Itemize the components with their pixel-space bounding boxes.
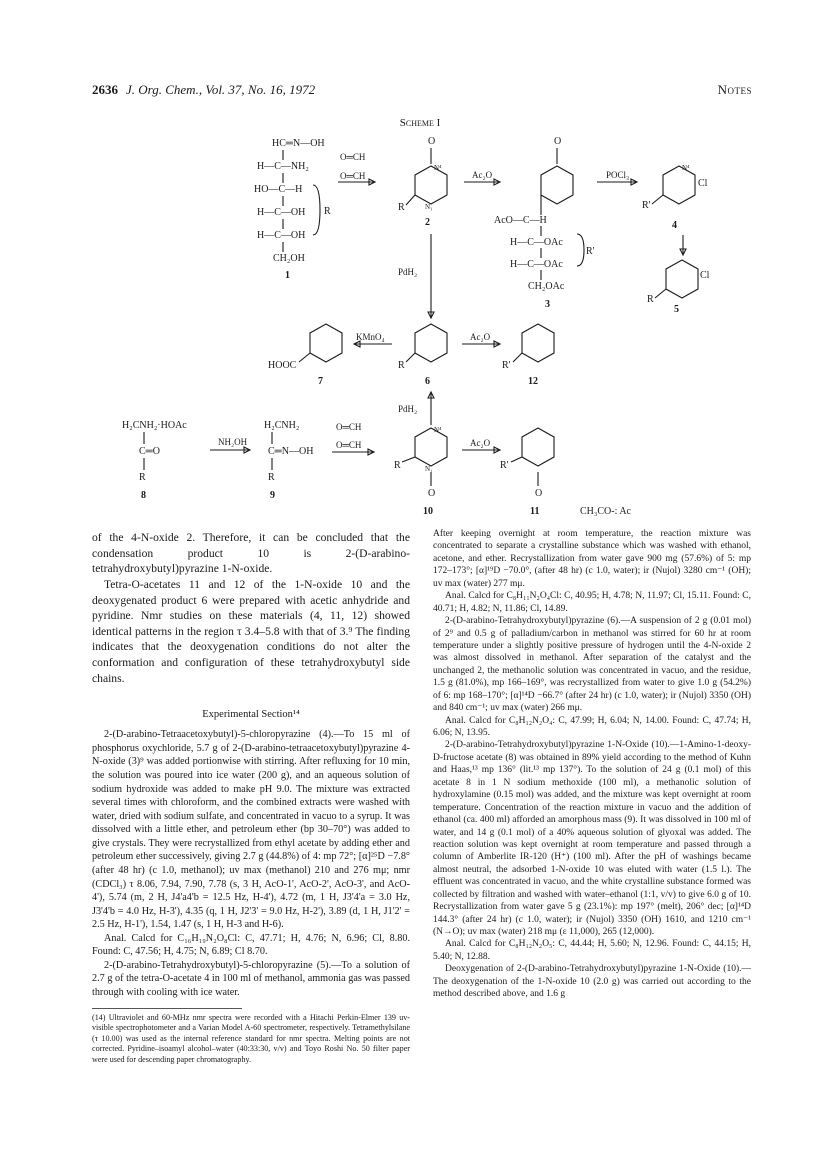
svg-text:O: O [428, 488, 436, 499]
label-compound-11: 11 [530, 506, 540, 517]
compound-11-structure [500, 428, 554, 517]
experimental-section-title: Experimental Section¹⁴ [202, 709, 300, 721]
svg-text:H₂CNH₂: H₂CNH₂ [264, 420, 300, 431]
svg-text:R: R [268, 472, 275, 483]
exp-paragraph-5: Anal. Calcd for C₈H₁₁N₂O₄Cl: C, 40.95; H, 4.78; N, 11.97; Cl, 15.11. Found: C, 40.71; H, 4.82; N, 11.86; Cl, 14.89. [433, 591, 751, 614]
exp-paragraph-10: Deoxygenation of 2-(D-arabino-Tetrahydroxybutyl)pyrazine 1-N-Oxide (10).—The deoxygenation of the 1-N-oxide 10 (2.0 g) was carried out according to the method described above, and 1.6 g [433, 964, 751, 1000]
exp-paragraph-6: 2-(D-arabino-Tetrahydroxybutyl)pyrazine (6).—A suspension of 2 g (0.01 mol) of 2⁹ and 0.5 g of palladium/carbon in methanol was stirred for 60 hr at room temperature under a slightly positive pressure of hydrogen until the 4-N-oxide 2 was almost dissolved in methanol. After separation of the catalyst and the unchanged 2, the methanolic solution was concentrated in vacuo, and the residue, 1.5 g (81.0%), mp 166–169°, was recrystallized from water to give 1.0 g (54.2%) of 6: mp 168–170°; [α]¹⁴D −66.7° (after 24 hr) (c 1.0, water); ir (Nujol) 3350 (OH) and 840 cm⁻¹; uv max (water) 266 mμ. [433, 616, 751, 714]
exp-paragraph-2: Anal. Calcd for C₁₆H₁₉N₂O₈Cl: C, 47.71; H, 4.76; N, 6.96; Cl, 8.80. Found: C, 47.56; H, 4.75; N, 6.89; Cl 8.70. [92, 932, 410, 958]
label-compound-10: 10 [423, 506, 433, 517]
label-compound-5: 5 [674, 304, 679, 315]
svg-text:AcO—C—H: AcO—C—H [494, 215, 547, 226]
reagent-glyoxal-top: O═CH [340, 152, 366, 162]
svg-text:CH₂OAc: CH₂OAc [528, 281, 565, 292]
svg-text:Cl: Cl [698, 178, 708, 189]
label-compound-12: 12 [528, 376, 538, 387]
svg-text:HC═N—OH: HC═N—OH [272, 138, 325, 149]
svg-text:R: R [324, 206, 331, 217]
scheme-footnote: CH₃CO-: Ac [580, 506, 631, 517]
exp-paragraph-9: Anal. Calcd for C₈H₁₂N₂O₅: C, 44.44; H, 5.60; N, 12.96. Found: C, 44.15; H, 5.40; N, 12.88. [433, 939, 751, 962]
svg-text:R': R' [642, 200, 651, 211]
label-compound-1: 1 [285, 270, 290, 281]
reaction-scheme [92, 110, 752, 520]
label-compound-3: 3 [545, 299, 550, 310]
svg-text:R': R' [586, 246, 595, 257]
compound-1-structure [254, 138, 331, 281]
discussion-text [92, 530, 410, 686]
svg-text:N⁴: N⁴ [434, 164, 442, 172]
exp-paragraph-1: 2-(D-arabino-Tetraacetoxybutyl)-5-chloropyrazine (4).—To 15 ml of phosphorus oxychloride, 5.7 g of 2-(D-arabino-tetraacetoxybutyl)pyrazine 4-N-oxide (3)⁹ was added portionwise with stirring. After refluxing for 10 min, the solution was poured into ice water (200 g), and an aqueous solution of sodium hydroxide was added to make pH 9.0. The mixture was extracted several times with chloroform, and the combined extracts were washed with water, dried with sodium sulfate, and concentrated in vacuo to a syrup. It was dissolved with a little ether, and petroleum ether (bp 30–70°) was added to give crystals. They were recrystallized from ethyl acetate by adding ether and petroleum ether successively, giving 2.7 g (44.8%) of 4: mp 72°; [α]²⁵D −7.8° (after 48 hr) (c 1.0, methanol); uv max (methanol) 210 and 276 mμ; nmr (CDCl₃) τ 8.06, 7.94, 7.90, 7.78 (s, 3 H, AcO-1', AcO-2', AcO-3', and AcO-4'), 5.74 (m, 2 H, J4'a4'b = 12.5 Hz, H-4'), 4.72 (m, 1 H, J3'4'a = 3.0 Hz, J3'4'b = 4.0 Hz, H-3'), 4.35 (q, 1 H, J2'3' = 9.0 Hz, H-2'), 3.89 (d, 1 H, J1'2' = 2.5 Hz, H-1'), 1.54, 1.47 (s, 1 H, H-3 and H-6). [92, 729, 410, 931]
compound-10-structure [394, 426, 447, 517]
exp-paragraph-4: After keeping overnight at room temperature, the reaction mixture was concentrated to separate a crystalline substance which was washed with ethanol, acetone, and ether. Recrystallization from water gave 900 mg (57.6%) of 5: mp 172–173°; [α]¹⁹D −70.0°, (after 48 hr) (c 1.0, water); ir (Nujol) 3280 cm⁻¹ (OH); uv max (water) 277 mμ. [433, 529, 751, 589]
compound-6-structure [398, 324, 447, 387]
intro-paragraph-1: of the 4-N-oxide 2. Therefore, it can be concluded that the condensation product 10 is 2-(D-arabino-tetrahydroxybutyl)pyrazine 1-N-oxide. [92, 531, 410, 576]
footnote-14: (14) Ultraviolet and 60-MHz nmr spectra were recorded with a Hitachi Perkin-Elmer 139 uv-visible spectrophotometer and a Varian Model A-60 spectrometer, respectively. Tetramethylsilane (τ 10.00) was used as the internal reference standard for nmr spectra. Melting points are not corrected. Pyridine–isoamyl alcohol–water (40:33:30, v/v) and Toyo Roshi No. 50 filter paper were used for descending paper chromatography. [92, 1012, 410, 1064]
svg-text:Cl: Cl [700, 270, 710, 281]
section-name: Notes [717, 82, 752, 97]
journal-name: J. Org. Chem., Vol. 37, No. 16, 1972 [126, 82, 316, 97]
compound-9-structure [264, 420, 313, 501]
reagent-glyoxal-bot: O═CH [340, 171, 366, 181]
reagent-pdh2-b: PdH₂ [398, 404, 418, 414]
svg-text:R': R' [502, 360, 511, 371]
label-compound-8: 8 [141, 490, 146, 501]
reagent-pocl3: POCl₃ [606, 170, 630, 180]
svg-text:C═N—OH: C═N—OH [268, 446, 314, 457]
exp-paragraph-8: 2-(D-arabino-Tetrahydroxybutyl)pyrazine 1-N-Oxide (10).—1-Amino-1-deoxy-D-fructose acetate (8) was obtained in 89% yield according to the method of Kuhn and Haas,¹³ mp 136° (lit.¹³ mp 137°). To the solution of 24 g (0.1 mol) of this acetate 8 in 1 N sodium methoxide (100 ml), a methanolic solution of hydroxylamine (0.15 mol) was added, and the mixture was kept overnight at room temperature. Concentration of the reaction mixture in vacuo and the addition of ethanol (ca. 400 ml) afforded an amorphous mass (9). It was dissolved in 100 ml of water, and 14 g (0.1 mol) of a 40% aqueous solution of glyoxal was added. The reaction solution was kept overnight at room temperature and passed through a column of Amberlite IR-120 (H⁺) (100 ml). After the pH of washings became almost neutral, the adsorbed 1-N-oxide 10 was eluted with water (1.5 l.). The effluent was concentrated in vacuo, and the white crystalline substance formed was collected by filtration and washed with water–ethanol (1:1, v/v) to give 6.0 g of 10. Recrystallization from water gave 5 g (23.1%): mp 197° (melt), 206° dec; [α]¹⁴D 144.3° (after 24 hr) (c 1.0, water); ir (Nujol) 3350 (OH) 1610, and 1210 cm⁻¹ (N→O); uv max (water) 218 mμ (ε 11,000), 265 (12,000). [433, 740, 751, 937]
compound-2-structure [398, 136, 447, 228]
reagent-pdh2-a: PdH₂ [398, 267, 418, 277]
reagent-ac2o-b: Ac₂O [470, 332, 491, 342]
svg-text:C═O: C═O [139, 446, 160, 457]
svg-text:R: R [139, 472, 146, 483]
right-column [433, 528, 751, 1001]
svg-text:R: R [398, 202, 405, 213]
reagent-ac2o-a: Ac₂O [472, 170, 493, 180]
svg-text:O═CH: O═CH [336, 440, 362, 450]
svg-text:N₁: N₁ [425, 203, 433, 211]
svg-text:H—C—OH: H—C—OH [257, 230, 306, 241]
svg-text:R': R' [500, 460, 509, 471]
label-compound-4: 4 [672, 220, 677, 231]
svg-text:H—C—OH: H—C—OH [257, 207, 306, 218]
svg-text:N⁴: N⁴ [434, 426, 442, 434]
svg-text:O: O [428, 136, 436, 147]
svg-text:HO—C—H: HO—C—H [254, 184, 303, 195]
svg-text:O: O [535, 488, 543, 499]
compound-4-structure [642, 164, 708, 231]
left-column [92, 530, 410, 1065]
svg-text:R: R [398, 360, 405, 371]
exp-paragraph-7: Anal. Calcd for C₈H₁₂N₂O₄: C, 47.99; H, 6.04; N, 14.00. Found: C, 47.74; H, 6.06; N, 13.95. [433, 715, 751, 738]
compound-12-structure [502, 324, 554, 387]
svg-text:H—C—OAc: H—C—OAc [510, 237, 563, 248]
svg-text:O═CH: O═CH [336, 422, 362, 432]
label-compound-9: 9 [270, 490, 275, 501]
running-header [92, 82, 752, 102]
svg-text:N⁴: N⁴ [682, 164, 690, 172]
page-number: 2636 [92, 82, 118, 97]
label-compound-6: 6 [425, 376, 430, 387]
compound-5-structure [647, 260, 710, 315]
exp-paragraph-3: 2-(D-arabino-Tetrahydroxybutyl)-5-chloropyrazine (5).—To a solution of 2.7 g of the tetra-O-acetate 4 in 100 ml of methanol, ammonia gas was passed through with cooling with ice water. [92, 959, 410, 999]
scheme-figure [92, 110, 752, 520]
svg-text:HOOC: HOOC [268, 360, 297, 371]
svg-text:R: R [394, 460, 401, 471]
svg-text:O: O [554, 136, 562, 147]
reagent-nh2oh: NH₂OH [218, 437, 248, 447]
scheme-title: Scheme I [399, 117, 441, 129]
svg-text:R: R [647, 294, 654, 305]
reagent-kmno4: KMnO₄ [356, 332, 385, 342]
header-citation [92, 82, 315, 98]
compound-7-structure [268, 324, 342, 387]
label-compound-7: 7 [318, 376, 323, 387]
label-compound-2: 2 [425, 217, 430, 228]
svg-text:H—C—NH₂: H—C—NH₂ [257, 161, 309, 172]
intro-paragraph-2: Tetra-O-acetates 11 and 12 of the 1-N-oxide 10 and the deoxygenated product 6 were prepared with acetic anhydride and pyridine. Nmr studies on these materials (4, 11, 12) showed identical patterns in the region τ 3.4–5.8 with that of 3.⁹ The finding indicates that the deoxygenation conditions do not alter the conformation and configuration of these tetrahydroxybutyl side chains. [92, 577, 410, 685]
reagent-ac2o-c: Ac₂O [470, 438, 491, 448]
svg-text:N₁: N₁ [425, 465, 433, 473]
compound-3-structure [494, 136, 595, 310]
svg-text:CH₂OH: CH₂OH [273, 253, 305, 264]
svg-text:H₂CNH₂·HOAc: H₂CNH₂·HOAc [122, 420, 187, 431]
compound-8-structure [122, 420, 187, 501]
svg-text:H—C—OAc: H—C—OAc [510, 259, 563, 270]
